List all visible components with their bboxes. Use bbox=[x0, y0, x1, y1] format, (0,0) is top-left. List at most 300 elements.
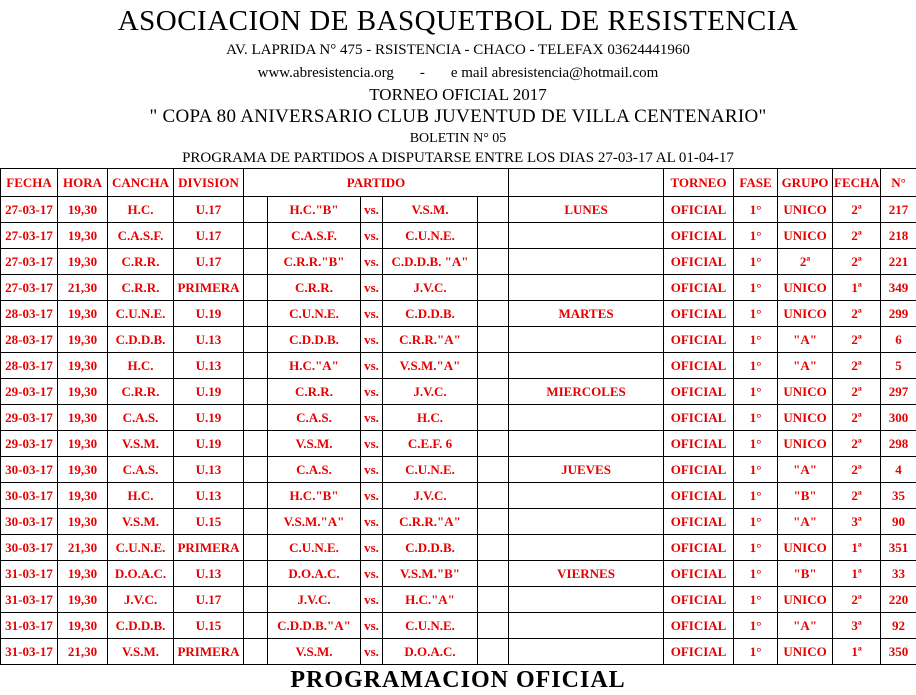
cell-match-number: 4 bbox=[881, 457, 916, 483]
cell-spacer bbox=[244, 561, 268, 587]
cell-away-team: D.O.A.C. bbox=[383, 639, 478, 665]
footer-title: PROGRAMACION OFICIAL bbox=[0, 665, 916, 695]
cell-spacer bbox=[478, 457, 509, 483]
cell-court: C.D.D.B. bbox=[108, 613, 174, 639]
cell-spacer bbox=[244, 509, 268, 535]
cell-group: "A" bbox=[778, 353, 833, 379]
cell-spacer bbox=[478, 275, 509, 301]
cell-day-name bbox=[509, 587, 664, 613]
cell-spacer bbox=[478, 587, 509, 613]
cell-vs: vs. bbox=[361, 379, 383, 405]
cell-day-name bbox=[509, 535, 664, 561]
cell-phase: 1° bbox=[734, 561, 778, 587]
cell-spacer bbox=[478, 405, 509, 431]
cell-vs: vs. bbox=[361, 275, 383, 301]
cell-spacer bbox=[244, 613, 268, 639]
column-header-numero: N° bbox=[881, 169, 916, 197]
cell-division: U.17 bbox=[174, 587, 244, 613]
cell-spacer bbox=[478, 301, 509, 327]
cell-division: PRIMERA bbox=[174, 535, 244, 561]
cell-phase: 1° bbox=[734, 483, 778, 509]
cell-day-name bbox=[509, 327, 664, 353]
match-row bbox=[1, 535, 916, 561]
cell-phase: 1° bbox=[734, 301, 778, 327]
cell-court: H.C. bbox=[108, 197, 174, 223]
cell-tournament: OFICIAL bbox=[664, 561, 734, 587]
cell-match-time: 19,30 bbox=[58, 223, 108, 249]
cell-tournament: OFICIAL bbox=[664, 431, 734, 457]
cell-tournament: OFICIAL bbox=[664, 275, 734, 301]
cell-tournament: OFICIAL bbox=[664, 301, 734, 327]
cell-away-team: C.R.R."A" bbox=[383, 509, 478, 535]
match-row bbox=[1, 509, 916, 535]
cell-spacer bbox=[244, 535, 268, 561]
match-row bbox=[1, 483, 916, 509]
cell-away-team: C.D.D.B. "A" bbox=[383, 249, 478, 275]
cell-match-number: 5 bbox=[881, 353, 916, 379]
cell-home-team: C.R.R. bbox=[268, 379, 361, 405]
cell-away-team: C.U.N.E. bbox=[383, 457, 478, 483]
cell-home-team: H.C."B" bbox=[268, 483, 361, 509]
cell-spacer bbox=[478, 353, 509, 379]
schedule-table bbox=[0, 168, 916, 665]
cell-home-team: V.S.M. bbox=[268, 431, 361, 457]
cell-round-number: 2ª bbox=[833, 405, 881, 431]
cell-match-number: 90 bbox=[881, 509, 916, 535]
cell-phase: 1° bbox=[734, 431, 778, 457]
cell-spacer bbox=[244, 249, 268, 275]
cell-match-time: 19,30 bbox=[58, 483, 108, 509]
cell-tournament: OFICIAL bbox=[664, 457, 734, 483]
cell-division: U.15 bbox=[174, 613, 244, 639]
cell-match-time: 19,30 bbox=[58, 561, 108, 587]
cell-vs: vs. bbox=[361, 223, 383, 249]
cell-day-name bbox=[509, 639, 664, 665]
website-text: www.abresistencia.org bbox=[258, 65, 394, 81]
cell-match-time: 19,30 bbox=[58, 509, 108, 535]
cell-round-number: 2ª bbox=[833, 379, 881, 405]
column-header-division: DIVISION bbox=[174, 169, 244, 197]
cell-court: C.R.R. bbox=[108, 275, 174, 301]
cell-match-date: 28-03-17 bbox=[1, 327, 58, 353]
cell-spacer bbox=[244, 639, 268, 665]
cell-group: "A" bbox=[778, 509, 833, 535]
cell-spacer bbox=[244, 353, 268, 379]
column-header-fecha-numero: FECHA bbox=[833, 169, 881, 197]
cell-tournament: OFICIAL bbox=[664, 379, 734, 405]
cell-group: "A" bbox=[778, 327, 833, 353]
cell-match-number: 300 bbox=[881, 405, 916, 431]
cell-day-name bbox=[509, 613, 664, 639]
match-row bbox=[1, 457, 916, 483]
cell-court: C.A.S. bbox=[108, 405, 174, 431]
cell-day-name bbox=[509, 223, 664, 249]
cell-away-team: C.D.D.B. bbox=[383, 301, 478, 327]
cell-group: UNICO bbox=[778, 431, 833, 457]
cell-match-time: 19,30 bbox=[58, 353, 108, 379]
cell-away-team: C.D.D.B. bbox=[383, 535, 478, 561]
cell-round-number: 2ª bbox=[833, 353, 881, 379]
cell-tournament: OFICIAL bbox=[664, 535, 734, 561]
cell-division: U.17 bbox=[174, 197, 244, 223]
cell-spacer bbox=[478, 509, 509, 535]
document-header bbox=[0, 0, 916, 168]
cell-spacer bbox=[478, 561, 509, 587]
cell-vs: vs. bbox=[361, 509, 383, 535]
match-row bbox=[1, 405, 916, 431]
cell-home-team: C.D.D.B."A" bbox=[268, 613, 361, 639]
match-row bbox=[1, 249, 916, 275]
column-header-fase: FASE bbox=[734, 169, 778, 197]
cell-vs: vs. bbox=[361, 561, 383, 587]
cell-match-time: 19,30 bbox=[58, 379, 108, 405]
cell-match-number: 33 bbox=[881, 561, 916, 587]
cell-home-team: C.A.S. bbox=[268, 457, 361, 483]
cell-home-team: C.U.N.E. bbox=[268, 535, 361, 561]
cell-round-number: 2ª bbox=[833, 483, 881, 509]
cell-day-name: VIERNES bbox=[509, 561, 664, 587]
cell-spacer bbox=[478, 197, 509, 223]
cell-away-team: J.V.C. bbox=[383, 275, 478, 301]
cell-division: U.17 bbox=[174, 223, 244, 249]
cell-group: "A" bbox=[778, 613, 833, 639]
cell-vs: vs. bbox=[361, 535, 383, 561]
cell-spacer bbox=[244, 483, 268, 509]
cell-round-number: 1ª bbox=[833, 561, 881, 587]
cell-group: UNICO bbox=[778, 535, 833, 561]
cell-round-number: 2ª bbox=[833, 223, 881, 249]
cell-spacer bbox=[478, 639, 509, 665]
cell-group: "B" bbox=[778, 561, 833, 587]
cell-away-team: H.C. bbox=[383, 405, 478, 431]
cell-group: UNICO bbox=[778, 379, 833, 405]
cell-phase: 1° bbox=[734, 223, 778, 249]
cell-division: U.13 bbox=[174, 457, 244, 483]
cell-court: D.O.A.C. bbox=[108, 561, 174, 587]
cell-spacer bbox=[244, 379, 268, 405]
cell-home-team: D.O.A.C. bbox=[268, 561, 361, 587]
cell-match-time: 19,30 bbox=[58, 197, 108, 223]
cell-vs: vs. bbox=[361, 639, 383, 665]
cell-court: J.V.C. bbox=[108, 587, 174, 613]
cell-round-number: 2ª bbox=[833, 301, 881, 327]
match-row bbox=[1, 613, 916, 639]
cell-division: U.13 bbox=[174, 327, 244, 353]
contact-separator: - bbox=[420, 65, 425, 81]
cell-phase: 1° bbox=[734, 353, 778, 379]
match-row bbox=[1, 587, 916, 613]
cell-round-number: 2ª bbox=[833, 587, 881, 613]
cell-court: C.A.S.F. bbox=[108, 223, 174, 249]
cell-court: C.U.N.E. bbox=[108, 301, 174, 327]
cell-match-number: 351 bbox=[881, 535, 916, 561]
cell-phase: 1° bbox=[734, 457, 778, 483]
cell-tournament: OFICIAL bbox=[664, 405, 734, 431]
tournament-title: TORNEO OFICIAL 2017 bbox=[0, 84, 916, 105]
cell-home-team: H.C."B" bbox=[268, 197, 361, 223]
cell-tournament: OFICIAL bbox=[664, 353, 734, 379]
cell-match-time: 19,30 bbox=[58, 405, 108, 431]
cell-round-number: 2ª bbox=[833, 457, 881, 483]
cell-division: U.19 bbox=[174, 431, 244, 457]
cell-match-number: 35 bbox=[881, 483, 916, 509]
cell-home-team: V.S.M."A" bbox=[268, 509, 361, 535]
cell-spacer bbox=[244, 275, 268, 301]
cell-match-number: 221 bbox=[881, 249, 916, 275]
cell-match-number: 349 bbox=[881, 275, 916, 301]
cell-away-team: J.V.C. bbox=[383, 483, 478, 509]
cell-match-date: 27-03-17 bbox=[1, 275, 58, 301]
cell-match-number: 350 bbox=[881, 639, 916, 665]
column-header-day bbox=[509, 169, 664, 197]
cell-spacer bbox=[478, 249, 509, 275]
cell-day-name bbox=[509, 405, 664, 431]
cell-round-number: 3ª bbox=[833, 613, 881, 639]
match-row bbox=[1, 275, 916, 301]
match-row bbox=[1, 301, 916, 327]
cell-division: U.13 bbox=[174, 353, 244, 379]
cell-match-time: 19,30 bbox=[58, 613, 108, 639]
cell-round-number: 2ª bbox=[833, 327, 881, 353]
cell-away-team: H.C."A" bbox=[383, 587, 478, 613]
cell-tournament: OFICIAL bbox=[664, 327, 734, 353]
cell-group: UNICO bbox=[778, 301, 833, 327]
cell-group: UNICO bbox=[778, 639, 833, 665]
cell-spacer bbox=[244, 405, 268, 431]
cell-court: V.S.M. bbox=[108, 431, 174, 457]
cell-match-time: 19,30 bbox=[58, 327, 108, 353]
cell-vs: vs. bbox=[361, 457, 383, 483]
cell-phase: 1° bbox=[734, 535, 778, 561]
cell-match-date: 29-03-17 bbox=[1, 405, 58, 431]
cell-match-number: 299 bbox=[881, 301, 916, 327]
cell-vs: vs. bbox=[361, 197, 383, 223]
cell-day-name bbox=[509, 431, 664, 457]
cell-division: U.19 bbox=[174, 301, 244, 327]
cell-day-name: JUEVES bbox=[509, 457, 664, 483]
match-row bbox=[1, 223, 916, 249]
cell-day-name: MARTES bbox=[509, 301, 664, 327]
column-header-hora: HORA bbox=[58, 169, 108, 197]
cell-phase: 1° bbox=[734, 249, 778, 275]
cell-match-time: 21,30 bbox=[58, 535, 108, 561]
cell-court: C.U.N.E. bbox=[108, 535, 174, 561]
cell-round-number: 2ª bbox=[833, 249, 881, 275]
cell-vs: vs. bbox=[361, 301, 383, 327]
cell-tournament: OFICIAL bbox=[664, 249, 734, 275]
cell-division: U.19 bbox=[174, 405, 244, 431]
cell-spacer bbox=[478, 613, 509, 639]
cell-group: UNICO bbox=[778, 275, 833, 301]
match-row bbox=[1, 327, 916, 353]
cell-tournament: OFICIAL bbox=[664, 639, 734, 665]
cell-division: PRIMERA bbox=[174, 639, 244, 665]
cell-round-number: 1ª bbox=[833, 275, 881, 301]
cell-vs: vs. bbox=[361, 327, 383, 353]
cell-court: H.C. bbox=[108, 483, 174, 509]
cell-vs: vs. bbox=[361, 249, 383, 275]
cell-court: C.A.S. bbox=[108, 457, 174, 483]
cell-court: C.R.R. bbox=[108, 249, 174, 275]
cell-match-date: 31-03-17 bbox=[1, 561, 58, 587]
cell-spacer bbox=[478, 223, 509, 249]
cell-match-date: 28-03-17 bbox=[1, 301, 58, 327]
cell-phase: 1° bbox=[734, 509, 778, 535]
cell-match-time: 19,30 bbox=[58, 431, 108, 457]
cell-match-number: 297 bbox=[881, 379, 916, 405]
cell-spacer bbox=[244, 197, 268, 223]
cell-home-team: C.R.R."B" bbox=[268, 249, 361, 275]
cell-match-date: 31-03-17 bbox=[1, 613, 58, 639]
column-header-grupo: GRUPO bbox=[778, 169, 833, 197]
cell-away-team: V.S.M. bbox=[383, 197, 478, 223]
cell-spacer bbox=[478, 483, 509, 509]
match-row bbox=[1, 197, 916, 223]
cell-spacer bbox=[244, 587, 268, 613]
cell-round-number: 2ª bbox=[833, 431, 881, 457]
cell-spacer bbox=[244, 223, 268, 249]
cell-court: V.S.M. bbox=[108, 509, 174, 535]
cell-phase: 1° bbox=[734, 379, 778, 405]
cell-home-team: C.A.S. bbox=[268, 405, 361, 431]
cell-day-name: MIERCOLES bbox=[509, 379, 664, 405]
cell-division: U.15 bbox=[174, 509, 244, 535]
cell-division: U.19 bbox=[174, 379, 244, 405]
cell-home-team: C.U.N.E. bbox=[268, 301, 361, 327]
cell-group: "B" bbox=[778, 483, 833, 509]
bulletin-number: BOLETIN N° 05 bbox=[0, 129, 916, 149]
cup-title: " COPA 80 ANIVERSARIO CLUB JUVENTUD DE VILLA CENTENARIO" bbox=[0, 105, 916, 129]
cell-away-team: V.S.M."B" bbox=[383, 561, 478, 587]
cell-tournament: OFICIAL bbox=[664, 223, 734, 249]
cell-match-date: 30-03-17 bbox=[1, 483, 58, 509]
cell-home-team: V.S.M. bbox=[268, 639, 361, 665]
cell-round-number: 1ª bbox=[833, 535, 881, 561]
cell-away-team: V.S.M."A" bbox=[383, 353, 478, 379]
cell-phase: 1° bbox=[734, 587, 778, 613]
cell-court: H.C. bbox=[108, 353, 174, 379]
cell-group: UNICO bbox=[778, 197, 833, 223]
cell-phase: 1° bbox=[734, 197, 778, 223]
cell-match-date: 29-03-17 bbox=[1, 431, 58, 457]
match-row bbox=[1, 353, 916, 379]
cell-division: PRIMERA bbox=[174, 275, 244, 301]
cell-court: C.R.R. bbox=[108, 379, 174, 405]
cell-vs: vs. bbox=[361, 431, 383, 457]
cell-spacer bbox=[244, 301, 268, 327]
cell-spacer bbox=[244, 457, 268, 483]
cell-day-name bbox=[509, 483, 664, 509]
cell-home-team: J.V.C. bbox=[268, 587, 361, 613]
cell-match-date: 30-03-17 bbox=[1, 509, 58, 535]
email-text: e mail abresistencia@hotmail.com bbox=[451, 65, 659, 81]
cell-division: U.17 bbox=[174, 249, 244, 275]
match-row bbox=[1, 639, 916, 665]
cell-phase: 1° bbox=[734, 639, 778, 665]
cell-spacer bbox=[478, 431, 509, 457]
cell-spacer bbox=[478, 535, 509, 561]
cell-match-date: 31-03-17 bbox=[1, 587, 58, 613]
association-title: ASOCIACION DE BASQUETBOL DE RESISTENCIA bbox=[0, 4, 916, 38]
match-row bbox=[1, 431, 916, 457]
cell-vs: vs. bbox=[361, 483, 383, 509]
cell-round-number: 1ª bbox=[833, 639, 881, 665]
cell-match-date: 28-03-17 bbox=[1, 353, 58, 379]
cell-day-name bbox=[509, 275, 664, 301]
cell-tournament: OFICIAL bbox=[664, 483, 734, 509]
cell-tournament: OFICIAL bbox=[664, 197, 734, 223]
column-header-torneo: TORNEO bbox=[664, 169, 734, 197]
contact-line bbox=[0, 62, 916, 84]
cell-away-team: C.U.N.E. bbox=[383, 613, 478, 639]
cell-day-name bbox=[509, 509, 664, 535]
cell-group: UNICO bbox=[778, 405, 833, 431]
table-header-row bbox=[1, 169, 916, 197]
cell-group: 2ª bbox=[778, 249, 833, 275]
column-header-fecha: FECHA bbox=[1, 169, 58, 197]
cell-vs: vs. bbox=[361, 353, 383, 379]
cell-match-number: 218 bbox=[881, 223, 916, 249]
column-header-cancha: CANCHA bbox=[108, 169, 174, 197]
cell-away-team: C.U.N.E. bbox=[383, 223, 478, 249]
cell-day-name: LUNES bbox=[509, 197, 664, 223]
cell-match-time: 19,30 bbox=[58, 301, 108, 327]
cell-match-date: 29-03-17 bbox=[1, 379, 58, 405]
cell-court: V.S.M. bbox=[108, 639, 174, 665]
cell-match-time: 19,30 bbox=[58, 249, 108, 275]
cell-group: "A" bbox=[778, 457, 833, 483]
cell-match-number: 217 bbox=[881, 197, 916, 223]
cell-match-date: 31-03-17 bbox=[1, 639, 58, 665]
cell-match-date: 30-03-17 bbox=[1, 535, 58, 561]
match-row bbox=[1, 561, 916, 587]
cell-match-number: 298 bbox=[881, 431, 916, 457]
program-line: PROGRAMA DE PARTIDOS A DISPUTARSE ENTRE LOS DIAS 27-03-17 AL 01-04-17 bbox=[0, 149, 916, 168]
cell-away-team: C.R.R."A" bbox=[383, 327, 478, 353]
cell-division: U.13 bbox=[174, 483, 244, 509]
cell-match-number: 220 bbox=[881, 587, 916, 613]
cell-home-team: C.R.R. bbox=[268, 275, 361, 301]
cell-match-time: 19,30 bbox=[58, 587, 108, 613]
cell-phase: 1° bbox=[734, 405, 778, 431]
cell-group: UNICO bbox=[778, 223, 833, 249]
cell-day-name bbox=[509, 249, 664, 275]
match-row bbox=[1, 379, 916, 405]
cell-vs: vs. bbox=[361, 405, 383, 431]
cell-round-number: 3ª bbox=[833, 509, 881, 535]
cell-tournament: OFICIAL bbox=[664, 587, 734, 613]
cell-away-team: J.V.C. bbox=[383, 379, 478, 405]
cell-spacer bbox=[244, 327, 268, 353]
cell-home-team: H.C."A" bbox=[268, 353, 361, 379]
cell-spacer bbox=[244, 431, 268, 457]
cell-home-team: C.A.S.F. bbox=[268, 223, 361, 249]
cell-match-number: 6 bbox=[881, 327, 916, 353]
cell-spacer bbox=[478, 327, 509, 353]
cell-court: C.D.D.B. bbox=[108, 327, 174, 353]
cell-match-time: 19,30 bbox=[58, 457, 108, 483]
cell-day-name bbox=[509, 353, 664, 379]
cell-phase: 1° bbox=[734, 275, 778, 301]
address-line: AV. LAPRIDA N° 475 - RSISTENCIA - CHACO - TELEFAX 03624441960 bbox=[0, 38, 916, 62]
schedule-rows bbox=[1, 197, 916, 665]
cell-match-date: 27-03-17 bbox=[1, 249, 58, 275]
cell-match-time: 21,30 bbox=[58, 275, 108, 301]
cell-vs: vs. bbox=[361, 587, 383, 613]
cell-phase: 1° bbox=[734, 327, 778, 353]
column-header-partido: PARTIDO bbox=[244, 169, 509, 197]
cell-match-date: 27-03-17 bbox=[1, 223, 58, 249]
